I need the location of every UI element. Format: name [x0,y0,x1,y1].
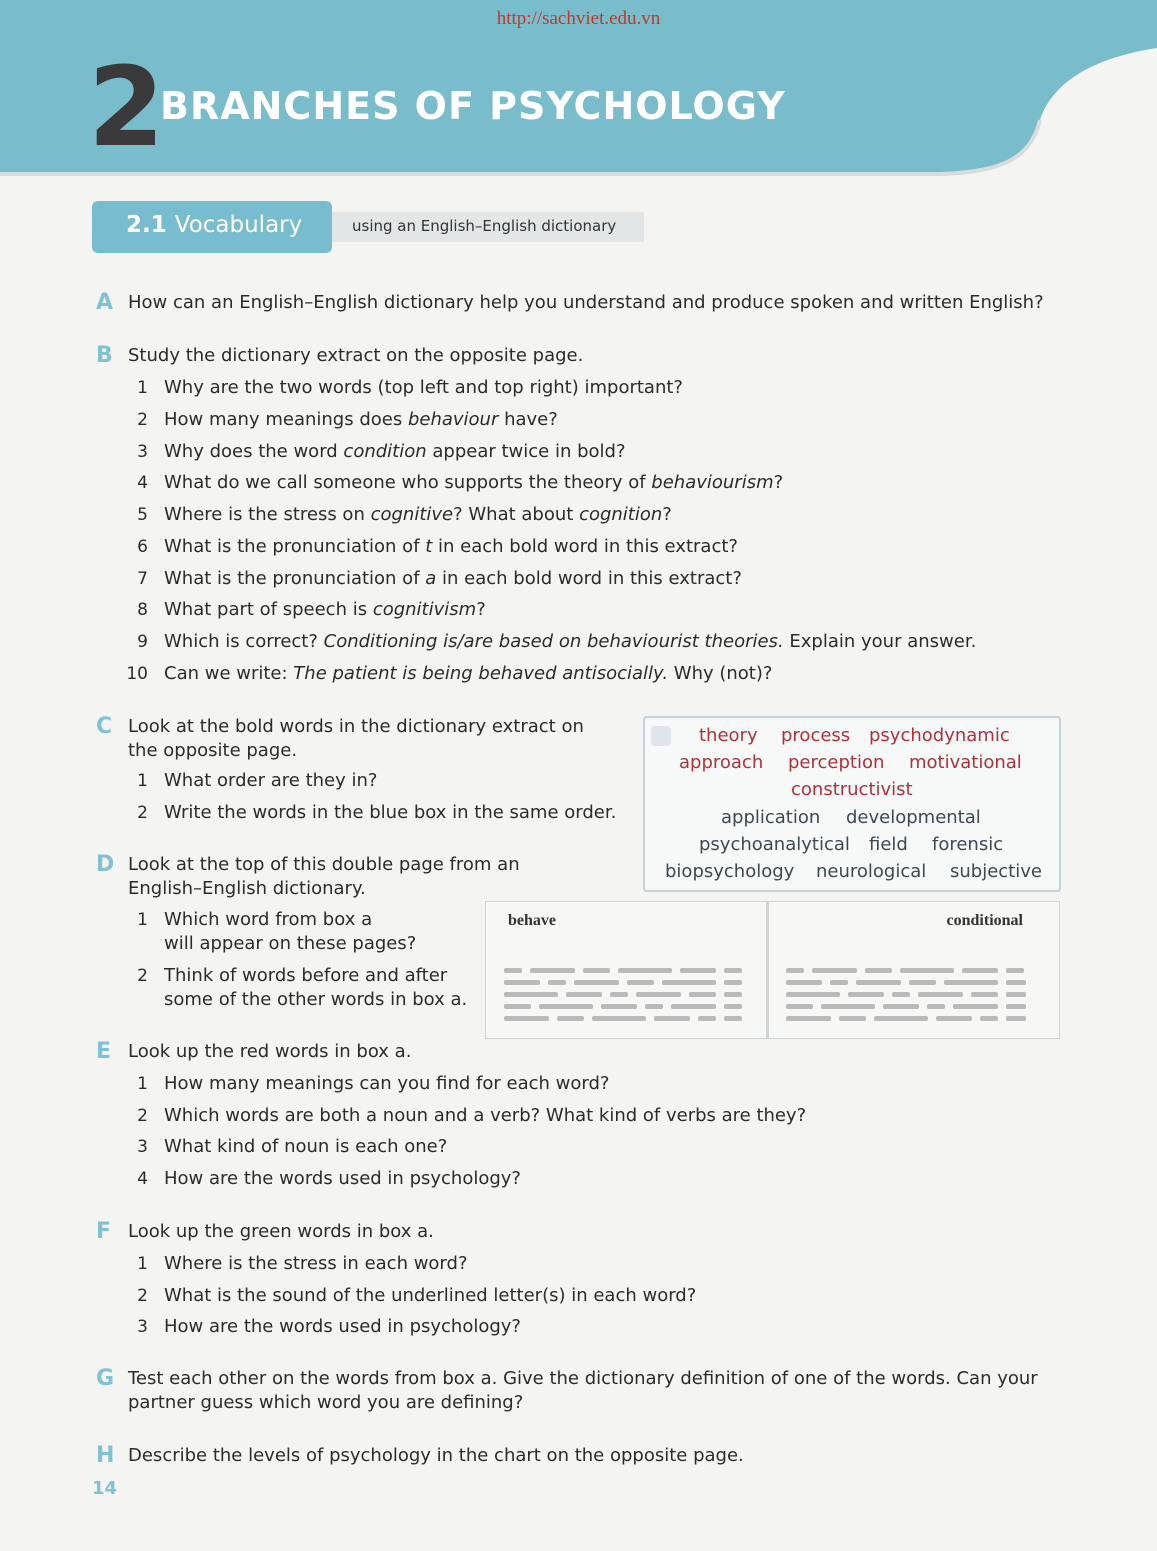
blurred-text [1006,968,1024,973]
blurred-text [610,992,628,997]
blurred-text [539,1004,593,1009]
exercise-letter-d: D [96,852,115,877]
blurred-text [900,968,954,973]
item-text: Where is the stress on [164,504,371,525]
item-text: Explain your answer. [783,631,977,652]
list-number: 2 [137,410,148,430]
exercise-letter-f: F [96,1219,112,1244]
exercise-e-text: Look up the red words in box a. [128,1041,412,1062]
left-headword: behave [508,912,556,929]
word-box-a [643,716,1061,892]
unit-number: 2 [88,43,161,171]
item-italic-text: cognitive [370,504,454,525]
item-text: ? [662,504,672,525]
box-label-tag [651,726,671,746]
list-item [164,662,772,686]
item-text: What part of speech is [164,599,373,620]
blurred-text [566,992,602,997]
unit-banner [0,0,1157,178]
list-number: 4 [137,473,148,493]
list-number: 4 [137,1169,148,1189]
green-word: forensic [932,834,1004,855]
list-item-line-2: will appear on these pages? [164,933,417,954]
right-headword: conditional [946,912,1023,929]
list-item [164,630,976,654]
list-item-line-1: Which word from box a [164,909,373,930]
blurred-text [1006,980,1026,985]
list-item: How are the words used in psychology? [164,1316,521,1337]
blurred-text [574,980,619,985]
green-word: application [721,807,821,828]
list-item [164,535,738,559]
blurred-text [786,968,804,973]
blurred-text [786,992,840,997]
red-word: constructivist [791,779,913,800]
blurred-text [1006,1004,1026,1009]
item-text: Can we write: [164,663,294,684]
blurred-text [530,968,575,973]
blurred-text [504,992,558,997]
blurred-text [601,1004,637,1009]
list-number: 1 [137,1074,148,1094]
blurred-text [883,1004,919,1009]
page-divider [766,902,769,1038]
blurred-text [821,1004,875,1009]
list-item: How many meanings can you find for each word? [164,1073,610,1094]
item-text: ? What about [453,504,580,525]
list-item [164,440,626,464]
list-item [164,503,672,527]
section-subtitle-box [332,212,644,242]
list-number: 2 [137,1106,148,1126]
item-text: How many meanings does [164,409,408,430]
unit-title: BRANCHES OF PSYCHOLOGY [160,84,786,128]
list-number: 9 [137,632,148,652]
green-word: psychoanalytical [699,834,850,855]
blurred-text [786,1016,831,1021]
exercise-a-text: How can an English–English dictionary help you understand and produce spoken and written English? [128,292,1044,313]
exercise-c-text-1: Look at the bold words in the dictionary extract on [128,716,584,737]
item-text: Which is correct? [164,631,324,652]
blurred-text [980,1016,998,1021]
blurred-text [786,1004,813,1009]
list-number: 8 [137,600,148,620]
list-number: 5 [137,505,148,525]
list-number: 2 [137,966,148,986]
exercise-letter-a: A [96,290,114,315]
blurred-text [786,980,822,985]
exercise-h-text: Describe the levels of psychology in the chart on the opposite page. [128,1445,744,1466]
blurred-text [662,980,716,985]
list-item: How are the words used in psychology? [164,1168,521,1189]
blurred-text [618,968,672,973]
blurred-text [724,992,742,997]
blurred-text [839,1016,866,1021]
list-item-line-1: Think of words before and after [164,965,448,986]
red-word: psychodynamic [869,725,1010,746]
list-item [164,408,558,432]
blurred-text [892,992,910,997]
list-item: Write the words in the blue box in the same order. [164,802,617,823]
blurred-text [504,1004,531,1009]
exercise-f-text: Look up the green words in box a. [128,1221,434,1242]
blurred-text [927,1004,945,1009]
blurred-text [645,1004,663,1009]
item-italic-text: The patient is being behaved antisocially. [293,663,669,684]
blurred-text [1006,992,1026,997]
list-item: Where is the stress in each word? [164,1253,468,1274]
item-text: Why are the two words (top left and top right) important? [164,377,683,398]
green-word: subjective [950,861,1042,882]
green-word: field [869,834,908,855]
exercise-c-text-2: the opposite page. [128,740,298,761]
item-text: What is the pronunciation of [164,568,426,589]
item-italic-text: behaviour [407,409,499,430]
page-number: 14 [92,1478,118,1499]
list-item [164,376,683,400]
blurred-text [962,968,998,973]
red-word: process [781,725,851,746]
red-word: motivational [909,752,1022,773]
list-number: 1 [137,1254,148,1274]
blurred-text [583,968,610,973]
section-subtitle: using an English–English dictionary [352,217,617,235]
item-italic-text: cognitivism [372,599,477,620]
blurred-text [592,1016,646,1021]
item-text: in each bold word in this extract? [432,536,738,557]
list-number: 1 [137,771,148,791]
red-word: perception [788,752,885,773]
blurred-text [936,1016,972,1021]
item-text: What is the pronunciation of [164,536,426,557]
blurred-text [909,980,936,985]
item-text: Why does the word [164,441,344,462]
item-italic-text: behaviourism [651,472,774,493]
list-item: What order are they in? [164,770,378,791]
dictionary-extract [485,901,1060,1039]
blurred-text [636,992,681,997]
blurred-text [627,980,654,985]
list-number: 1 [137,378,148,398]
list-item: What is the sound of the underlined letter(s) in each word? [164,1285,697,1306]
section-tab [92,201,332,253]
item-italic-text: condition [343,441,427,462]
blurred-text [848,992,884,997]
blurred-text [557,1016,584,1021]
blurred-text [504,968,522,973]
list-number: 3 [137,442,148,462]
exercise-b-text: Study the dictionary extract on the opposite page. [128,345,584,366]
list-number: 1 [137,910,148,930]
item-italic-text: t [425,536,433,557]
blurred-text [944,980,998,985]
exercise-d-text-2: English–English dictionary. [128,878,366,899]
list-item: What kind of noun is each one? [164,1136,448,1157]
green-word: biopsychology [665,861,795,882]
blurred-text [654,1016,690,1021]
green-word: neurological [816,861,927,882]
list-item [164,598,486,622]
item-text: ? [773,472,784,493]
blurred-text [971,992,998,997]
list-number: 3 [137,1137,148,1157]
list-number: 10 [126,664,148,684]
blurred-text [724,968,742,973]
list-item: Which words are both a noun and a verb? What kind of verbs are they? [164,1105,807,1126]
list-number: 6 [137,537,148,557]
blurred-text [680,968,716,973]
blurred-text [856,980,901,985]
blurred-text [504,980,540,985]
blurred-text [671,1004,716,1009]
blurred-text [698,1016,716,1021]
exercise-letter-b: B [96,343,113,368]
list-number: 2 [137,803,148,823]
blurred-text [918,992,963,997]
blurred-text [830,980,848,985]
blurred-text [548,980,566,985]
item-italic-text: a [425,568,437,589]
blurred-text [504,1016,549,1021]
item-text: have? [498,409,558,430]
exercise-d-text-1: Look at the top of this double page from an [128,854,520,875]
exercise-g-text-2: partner guess which word you are defining? [128,1392,524,1413]
item-italic-text: Conditioning is/are based on behaviourist theories. [323,631,784,652]
red-word: approach [679,752,764,773]
blurred-text [874,1016,928,1021]
section-title: Vocabulary [174,212,303,238]
exercise-letter-c: C [96,714,113,739]
blurred-text [812,968,857,973]
item-italic-text: cognition [579,504,663,525]
blurred-text [865,968,892,973]
item-text: Why (not)? [668,663,773,684]
source-url[interactable]: http://sachviet.edu.vn [496,8,661,29]
item-text: appear twice in bold? [426,441,626,462]
list-number: 2 [137,1286,148,1306]
blurred-text [689,992,716,997]
red-word: theory [699,725,758,746]
blurred-text [724,1004,742,1009]
blurred-text [724,980,742,985]
exercise-g-text-1: Test each other on the words from box a. Give the dictionary definition of one of the words. Can your [128,1368,1038,1389]
exercise-letter-g: G [96,1366,115,1391]
list-number: 7 [137,569,148,589]
exercise-letter-h: H [96,1443,115,1468]
list-item-line-2: some of the other words in box a. [164,989,468,1010]
item-text: ? [476,599,486,620]
item-text: What do we call someone who supports the theory of [164,472,652,493]
exercise-letter-e: E [96,1039,112,1064]
blurred-text [953,1004,998,1009]
blurred-text [724,1016,742,1021]
blurred-text [1006,1016,1026,1021]
item-text: in each bold word in this extract? [436,568,742,589]
list-number: 3 [137,1317,148,1337]
green-word: developmental [846,807,981,828]
list-item [164,567,742,591]
section-number: 2.1 [126,212,167,238]
list-item [164,471,783,495]
